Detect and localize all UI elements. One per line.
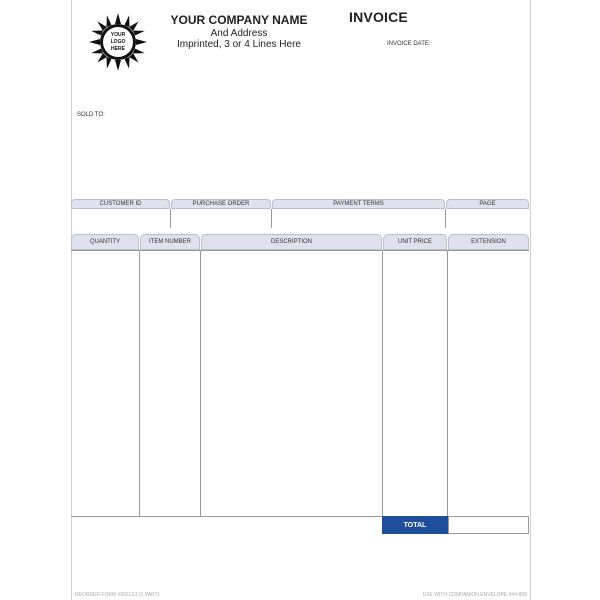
purchase-order-header: PURCHASE ORDER	[171, 199, 271, 209]
reorder-form-note: REORDER FORM #302LS1 (1 PART)	[75, 592, 160, 598]
company-name: YOUR COMPANY NAME	[170, 13, 308, 27]
company-address-line-2: Imprinted, 3 or 4 Lines Here	[177, 39, 301, 50]
item-number-header: ITEM NUMBER	[140, 234, 200, 250]
customer-id-header: CUSTOMER ID	[71, 199, 170, 209]
unit-price-header: UNIT PRICE	[383, 234, 447, 250]
payment-terms-header: PAYMENT TERMS	[272, 199, 445, 209]
quantity-header: QUANTITY	[71, 234, 139, 250]
sold-to-label: SOLD TO:	[77, 112, 105, 118]
info-divider	[271, 209, 272, 228]
logo-text-3: HERE	[111, 46, 125, 52]
company-logo	[88, 12, 148, 72]
invoice-date-label: INVOICE DATE:	[387, 41, 431, 47]
envelope-note: USE WITH COMPANION ENVELOPE #44-808	[422, 592, 527, 598]
extension-header: EXTENSION	[448, 234, 529, 250]
invoice-form	[71, 0, 531, 600]
info-fields-row	[71, 209, 529, 228]
page-header: PAGE	[446, 199, 529, 209]
column-divider	[200, 250, 201, 516]
info-divider	[170, 209, 171, 228]
company-address-line-1: And Address	[210, 28, 268, 39]
info-divider	[445, 209, 446, 228]
description-header: DESCRIPTION	[201, 234, 382, 250]
column-divider	[139, 250, 140, 516]
logo-text-2: LOGO	[110, 39, 126, 45]
invoice-title: INVOICE	[349, 9, 408, 25]
column-divider	[447, 250, 448, 516]
column-divider	[382, 250, 383, 516]
total-value-field[interactable]	[448, 516, 529, 534]
logo-text-1: YOUR	[110, 32, 126, 38]
total-label: TOTAL	[382, 516, 448, 534]
